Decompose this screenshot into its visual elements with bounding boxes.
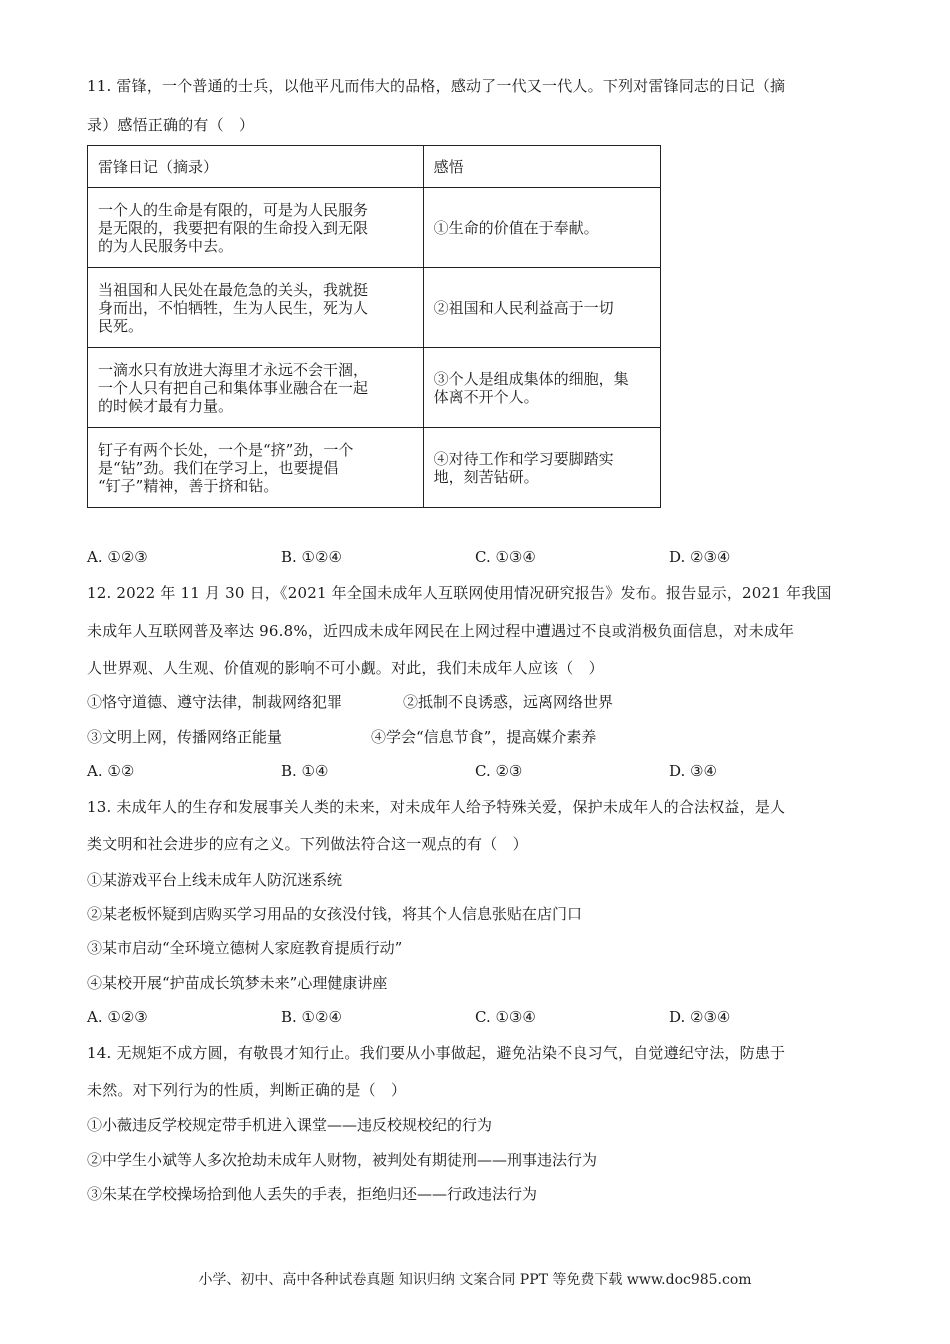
insight-cell (423, 428, 660, 508)
diary-text: 的为人民服务中去。 (98, 236, 234, 255)
diary-text: “钉子”精神，善于挤和钻。 (98, 476, 279, 495)
q13-option-d[interactable]: D. ②③④ (669, 1008, 731, 1026)
q12-stem-line-3: 人世界观、人生观、价值观的影响不可小觑。对此，我们未成年人应该（ ） (87, 659, 604, 677)
q11-stem-line-2: 录）感悟正确的有（ ） (87, 116, 255, 134)
header-diary: 雷锋日记（摘录） (88, 146, 424, 188)
diary-table (87, 145, 661, 508)
insight-text: ①生命的价值在于奉献。 (433, 218, 599, 237)
diary-text: 身而出，不怕牺牲，生为人民生，死为人 (98, 298, 369, 317)
q12-item-3: ③文明上网，传播网络正能量 (87, 728, 283, 746)
q12-option-c[interactable]: C. ②③ (475, 762, 523, 780)
q11-option-d[interactable]: D. ②③④ (669, 548, 731, 566)
q13-option-c[interactable]: C. ①③④ (475, 1008, 536, 1026)
q12-option-a[interactable]: A. ①② (87, 762, 135, 780)
q13-item-1: ①某游戏平台上线未成年人防沉迷系统 (87, 871, 343, 889)
diary-cell (88, 428, 424, 508)
q13-item-3: ③某市启动“全环境立德树人家庭教育提质行动” (87, 939, 403, 957)
insight-text: ④对待工作和学习要脚踏实 (433, 449, 614, 468)
table-row (88, 348, 661, 428)
insight-cell (423, 348, 660, 428)
q12-stem-line-1: 12. 2022 年 11 月 30 日，《2021 年全国未成年人互联网使用情况研究报告》发布。报告显示，2021 年我国 (87, 584, 832, 602)
q11-option-a[interactable]: A. ①②③ (87, 548, 148, 566)
q12-item-1: ①恪守道德、遵守法律，制裁网络犯罪 (87, 693, 343, 711)
q14-stem-line-2: 未然。对下列行为的性质，判断正确的是（ ） (87, 1081, 407, 1099)
diary-text: 一个人的生命是有限的，可是为人民服务 (98, 200, 369, 219)
q13-option-b[interactable]: B. ①②④ (281, 1008, 342, 1026)
q11-option-c[interactable]: C. ①③④ (475, 548, 536, 566)
q13-stem-line-2: 类文明和社会进步的应有之义。下列做法符合这一观点的有（ ） (87, 835, 528, 853)
q12-option-b[interactable]: B. ①④ (281, 762, 329, 780)
q13-item-2: ②某老板怀疑到店购买学习用品的女孩没付钱，将其个人信息张贴在店门口 (87, 905, 583, 923)
q12-item-4: ④学会“信息节食”，提高媒介素养 (371, 728, 597, 746)
insight-text: ②祖国和人民利益高于一切 (433, 298, 614, 317)
diary-text: 的时候才最有力量。 (98, 396, 234, 415)
insight-text: 地，刻苦钻研。 (433, 467, 539, 486)
diary-text: 钉子有两个长处，一个是“挤”劲，一个 (98, 440, 354, 459)
diary-text: 民死。 (98, 316, 144, 335)
table-row (88, 428, 661, 508)
diary-cell (88, 348, 424, 428)
table-row (88, 188, 661, 268)
q12-stem-line-2: 未成年人互联网普及率达 96.8%，近四成未成年网民在上网过程中遭遇过不良或消极负面信息，对未成年 (87, 622, 795, 640)
header-insight: 感悟 (423, 146, 660, 188)
insight-cell (423, 188, 660, 268)
q12-item-2: ②抵制不良诱惑，远离网络世界 (403, 693, 614, 711)
insight-text: ③个人是组成集体的细胞，集 (433, 369, 629, 388)
q14-item-1: ①小薇违反学校规定带手机进入课堂——违反校规校纪的行为 (87, 1116, 493, 1134)
diary-text: 一个人只有把自己和集体事业融合在一起 (98, 378, 369, 397)
q11-stem-line-1: 11. 雷锋，一个普通的士兵，以他平凡而伟大的品格，感动了一代又一代人。下列对雷锋同志的日记（摘 (87, 77, 786, 95)
diary-text: 是“钻”劲。我们在学习上，也要提倡 (98, 458, 339, 477)
q13-stem-line-1: 13. 未成年人的生存和发展事关人类的未来，对未成年人给予特殊关爱，保护未成年人的合法权益，是人 (87, 798, 786, 816)
diary-text: 一滴水只有放进大海里才永远不会干涸， (98, 360, 369, 379)
diary-cell (88, 188, 424, 268)
table-header-row (88, 146, 661, 188)
q13-option-a[interactable]: A. ①②③ (87, 1008, 148, 1026)
insight-text: 体离不开个人。 (433, 387, 539, 406)
q14-item-2: ②中学生小斌等人多次抢劫未成年人财物，被判处有期徒刑——刑事违法行为 (87, 1151, 598, 1169)
diary-text: 当祖国和人民处在最危急的关头，我就挺 (98, 280, 369, 299)
q11-option-b[interactable]: B. ①②④ (281, 548, 342, 566)
diary-text: 是无限的，我要把有限的生命投入到无限 (98, 218, 369, 237)
diary-cell (88, 268, 424, 348)
q12-option-d[interactable]: D. ③④ (669, 762, 717, 780)
insight-cell (423, 268, 660, 348)
q14-item-3: ③朱某在学校操场拾到他人丢失的手表，拒绝归还——行政违法行为 (87, 1185, 538, 1203)
q13-item-4: ④某校开展“护苗成长筑梦未来”心理健康讲座 (87, 974, 388, 992)
page-footer: 小学、初中、高中各种试卷真题 知识归纳 文案合同 PPT 等免费下载 www.doc985.com (198, 1272, 752, 1288)
table-row (88, 268, 661, 348)
q14-stem-line-1: 14. 无规矩不成方圆，有敬畏才知行止。我们要从小事做起，避免沾染不良习气，自觉遵纪守法，防患于 (87, 1044, 786, 1062)
